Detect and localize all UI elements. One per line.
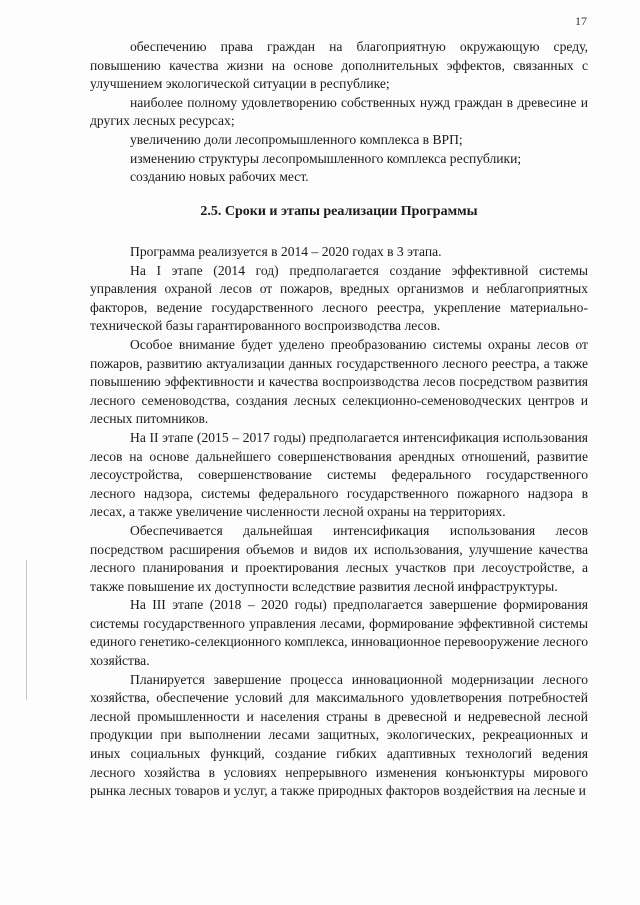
section-heading: 2.5. Сроки и этапы реализации Программы [200, 204, 478, 219]
page-number: 17 [575, 14, 587, 28]
list-item: увеличению доли лесопромышленного комплекса в ВРП; [130, 131, 463, 147]
list-item: обеспечению права граждан на благоприятную окружающую среду, повышению качества жизни на основе дополнительных эффектов, связанных с улучшением экологической ситуации в республике; [90, 39, 588, 92]
list-item: изменению структуры лесопромышленного комплекса республики; [130, 150, 522, 166]
paragraph: Обеспечивается дальнейшая интенсификация использования лесов посредством расширения объемов и видов их использования, улучшение качества лесного планирования и проектирования лесных участков при лесоустройстве, а также повышение их доступности вследствие развития лесной инфраструктуры. [90, 522, 588, 594]
paragraph: Особое внимание будет уделено преобразованию системы охраны лесов от пожаров, развитию актуализации данных государственного лесного реестра, а также повышению эффективности и качества воспроизводства лесов посредством развития лесного семеноводства, создания лесных селекционно-семеноводческих центров и лесных питомников. [90, 336, 588, 427]
section-body [90, 243, 588, 801]
paragraph: На III этапе (2018 – 2020 годы) предполагается завершение формирования системы государственного управления лесами, формирование эффективной системы единого генетико-селекционного комплекса, инновационное перевооружение лесного хозяйства. [90, 597, 588, 669]
list-item: наиболее полному удовлетворению собственных нужд граждан в древесине и других лесных ресурсах; [90, 94, 588, 129]
scan-margin-line [26, 560, 27, 700]
paragraph: Программа реализуется в 2014 – 2020 годах в 3 этапа. [130, 244, 442, 259]
paragraph: На I этапе (2014 год) предполагается создание эффективной системы управления охраной лесов от пожаров, вредных организмов и неблагоприятных факторов, ведение государственного лесного реестра, укрепление материально-технической базы гарантированного воспроизводства лесов. [90, 262, 588, 334]
list-item: созданию новых рабочих мест. [130, 169, 309, 185]
paragraph: Планируется завершение процесса инновационной модернизации лесного хозяйства, обеспечение условий для максимального удовлетворения потребностей лесной промышленности и населения страны в древесной и недревесной лесной продукции при выполнении лесами защитных, экологических, рекреационных и иных социальных функций, создание гибких адаптивных технологий ведения лесного хозяйства в условиях непрерывного изменения конъюнктуры мирового рынка лесных товаров и услуг, а также природных факторов воздействия на лесные и [90, 671, 588, 799]
intro-list [90, 38, 588, 187]
paragraph: На II этапе (2015 – 2017 годы) предполагается интенсификация использования лесов на основе дальнейшего совершенствования арендных отношений, развитие лесоустройства, совершенствование системы федерального государственного лесного надзора, системы федерального государственного пожарного надзора в лесах, а также увеличение численности лесной охраны на территориях. [90, 429, 588, 520]
